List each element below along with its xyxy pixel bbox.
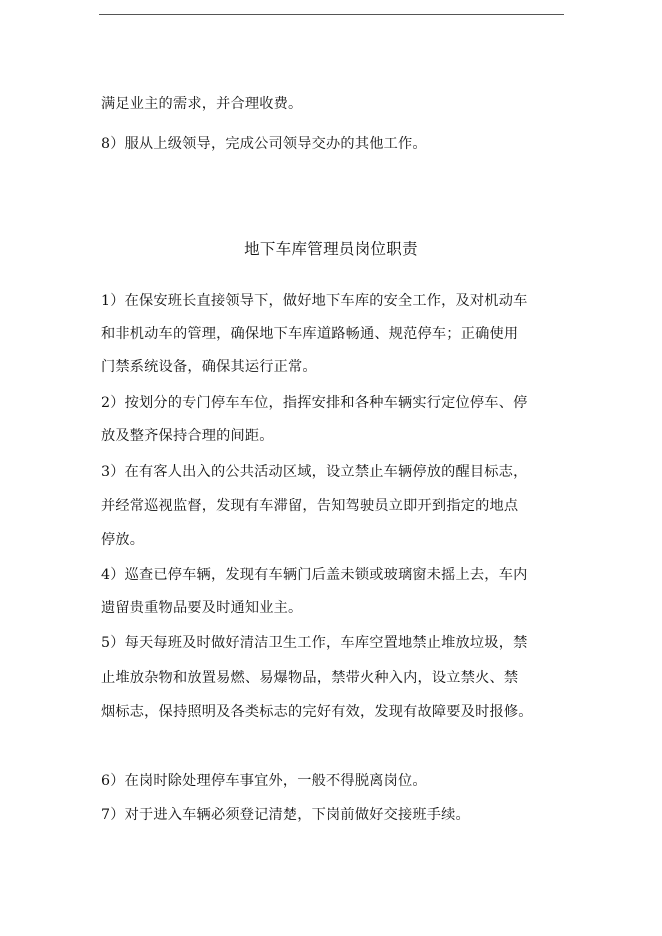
paragraph-line: 门禁系统设备，确保其运行正常。 xyxy=(101,359,317,375)
paragraph-line: 7）对于进入车辆必须登记清楚，下岗前做好交接班手续。 xyxy=(101,807,470,823)
paragraph-line: 1）在保安班长直接领导下，做好地下车库的安全工作，及对机动车 xyxy=(101,293,528,309)
paragraph-line: 和非机动车的管理，确保地下车库道路畅通、规范停车；正确使用 xyxy=(101,326,519,342)
paragraph-line: 停放。 xyxy=(101,532,145,548)
paragraph-line: 4）巡查已停车辆，发现有车辆门后盖未锁或玻璃窗未摇上去，车内 xyxy=(101,567,528,583)
paragraph-line: 8）服从上级领导，完成公司领导交办的其他工作。 xyxy=(101,136,427,152)
paragraph-line: 5）每天每班及时做好清洁卫生工作，车库空置地禁止堆放垃圾，禁 xyxy=(101,635,528,651)
paragraph-line: 遗留贵重物品要及时通知业主。 xyxy=(101,600,303,616)
section-title: 地下车库管理员岗位职责 xyxy=(244,240,418,258)
paragraph-line: 满足业主的需求，并合理收费。 xyxy=(101,96,303,112)
paragraph-line: 放及整齐保持合理的间距。 xyxy=(101,428,274,444)
paragraph-line: 烟标志，保持照明及各类标志的完好有效，发现有故障要及时报修。 xyxy=(101,704,533,720)
header-rule xyxy=(99,14,564,15)
paragraph-line: 止堆放杂物和放置易燃、易爆物品，禁带火种入内，设立禁火、禁 xyxy=(101,670,519,686)
paragraph-line: 3）在有客人出入的公共活动区域，设立禁止车辆停放的醒目标志， xyxy=(101,464,528,480)
paragraph-line: 2）按划分的专门停车车位，指挥安排和各种车辆实行定位停车、停 xyxy=(101,395,528,411)
paragraph-line: 6）在岗时除处理停车事宜外，一般不得脱离岗位。 xyxy=(101,773,427,789)
paragraph-line: 并经常巡视监督，发现有车滞留，告知驾驶员立即开到指定的地点 xyxy=(101,498,519,514)
